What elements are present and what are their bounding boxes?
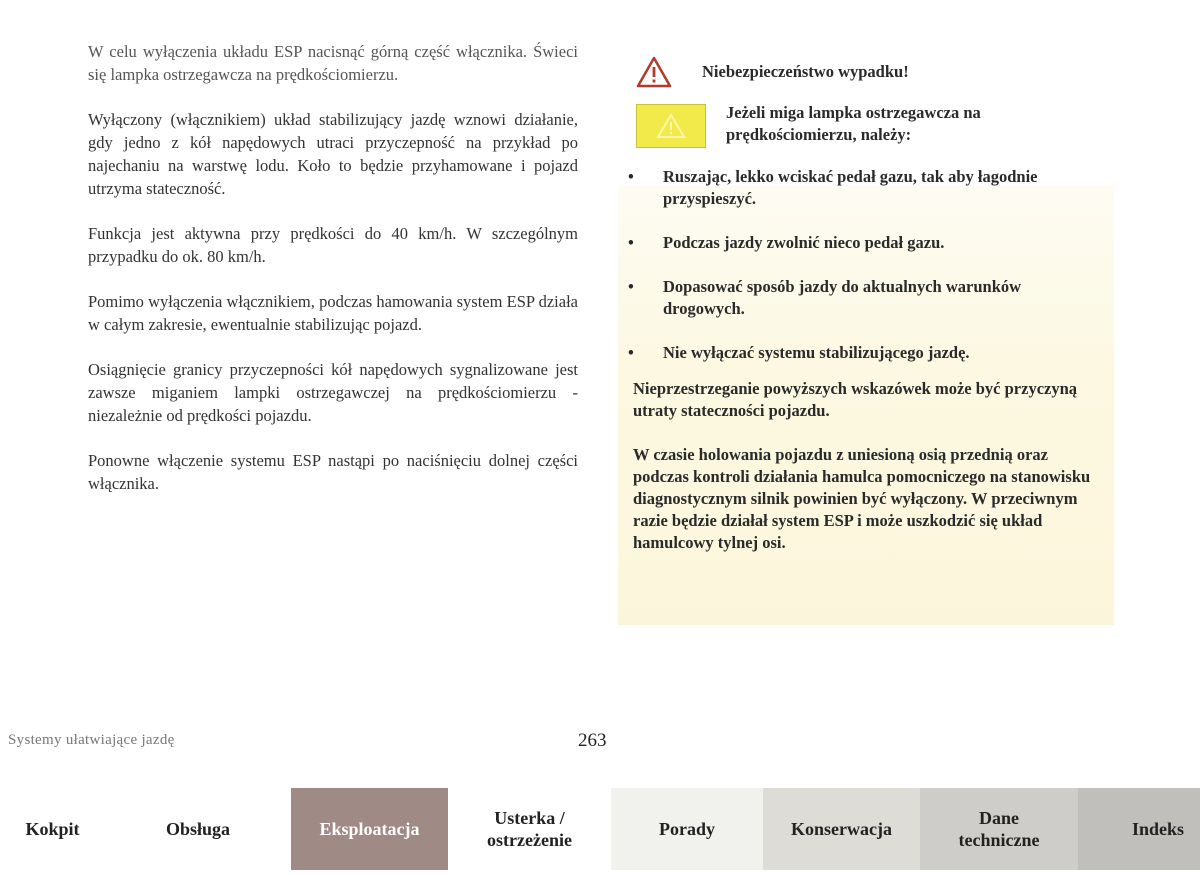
tab-label: Obsługa [165,819,231,839]
list-item [618,232,1102,254]
list-item-text: Ruszając, lekko wciskać pedał gazu, tak aby łagodnie przyspieszyć. [663,167,1038,208]
tab-label: Usterka / ostrzeżenie [487,808,572,850]
warning-bullet-list [618,166,1102,386]
bullet-icon: • [628,277,634,296]
tab-label: Eksploatacja [319,819,420,839]
warning-panel [618,40,1114,585]
tab-konserwacja[interactable] [763,788,920,870]
paragraph: W celu wyłączenia układu ESP nacisnąć górną część włącznika. Świeci się lampka ostrzegawcza na prędkościomierzu. [88,42,578,84]
list-item [618,342,1102,364]
paragraph: Osiągnięcie granicy przyczepności kół napędowych sygnalizowane jest zawsze miganiem lampki ostrzegawczej na prędkościomierzu - niezależnie od prędkości pojazdu. [88,360,578,425]
paragraph: Funkcja jest aktywna przy prędkości do 40 km/h. W szczególnym przypadku do ok. 80 km/h. [88,224,578,266]
warning-towing-note: W czasie holowania pojazdu z uniesioną osią przednią oraz podczas kontroli działania hamulca pomocniczego na stanowisku diagnostycznym silnik powinien być wyłączony. W przeciwnym razie będzie działał system ESP i może uszkodzić się układ hamulcowy tylnej osi. [633,445,1091,552]
paragraph: Wyłączony (włącznikiem) układ stabilizujący jazdę wznowi działanie, gdy jedno z kół napędowych utraci przyczepność na przykład po najechaniu na warstwę lodu. Koło to będzie przyhamowane i pojazd utrzyma stateczność. [88,110,578,198]
bullet-icon: • [628,167,634,186]
section-tab-bar [0,788,1200,870]
list-item-text: Podczas jazdy zwolnić nieco pedał gazu. [663,233,945,252]
tab-label: Kokpit [25,819,80,839]
tab-kokpit[interactable] [0,788,105,870]
tab-label: Konserwacja [791,819,892,839]
tab-indeks[interactable] [1078,788,1200,870]
tab-label: Dane techniczne [958,808,1040,850]
page-number: 263 [578,730,607,751]
section-title: Systemy ułatwiające jazdę [8,732,175,748]
warning-lamp-icon [636,104,706,148]
tab-eksploatacja[interactable] [291,788,448,870]
paragraph: Pomimo wyłączenia włącznikiem, podczas hamowania system ESP działa w całym zakresie, ewentualnie stabilizując pojazd. [88,292,578,334]
bullet-icon: • [628,233,634,252]
tab-porady[interactable] [611,788,763,870]
left-column [88,40,578,517]
tab-usterka-ostrzezenie[interactable] [448,788,611,870]
list-item [618,276,1102,320]
paragraph: Ponowne włączenie systemu ESP nastąpi po naciśnięciu dolnej części włącznika. [88,451,578,493]
warning-note: Nieprzestrzeganie powyższych wskazówek może być przyczyną utraty stateczności pojazdu. [633,379,1078,420]
tab-obsluga[interactable] [105,788,291,870]
warning-title: Niebezpieczeństwo wypadku! [702,62,909,81]
list-item-text: Nie wyłączać systemu stabilizującego jazdę. [663,343,970,362]
warning-lamp-row [636,102,1086,148]
warning-header [636,56,909,88]
warning-triangle-icon [636,56,672,88]
warning-lamp-text: Jeżeli miga lampka ostrzegawcza na prędkościomierzu, należy: [726,103,981,144]
list-item-text: Dopasować sposób jazdy do aktualnych warunków drogowych. [663,277,1022,318]
tab-dane-techniczne[interactable] [920,788,1078,870]
tab-label: Indeks [1131,819,1184,839]
lamp-triangle-icon [656,113,686,139]
bullet-icon: • [628,343,634,362]
tab-label: Porady [659,819,715,839]
list-item [618,166,1102,210]
